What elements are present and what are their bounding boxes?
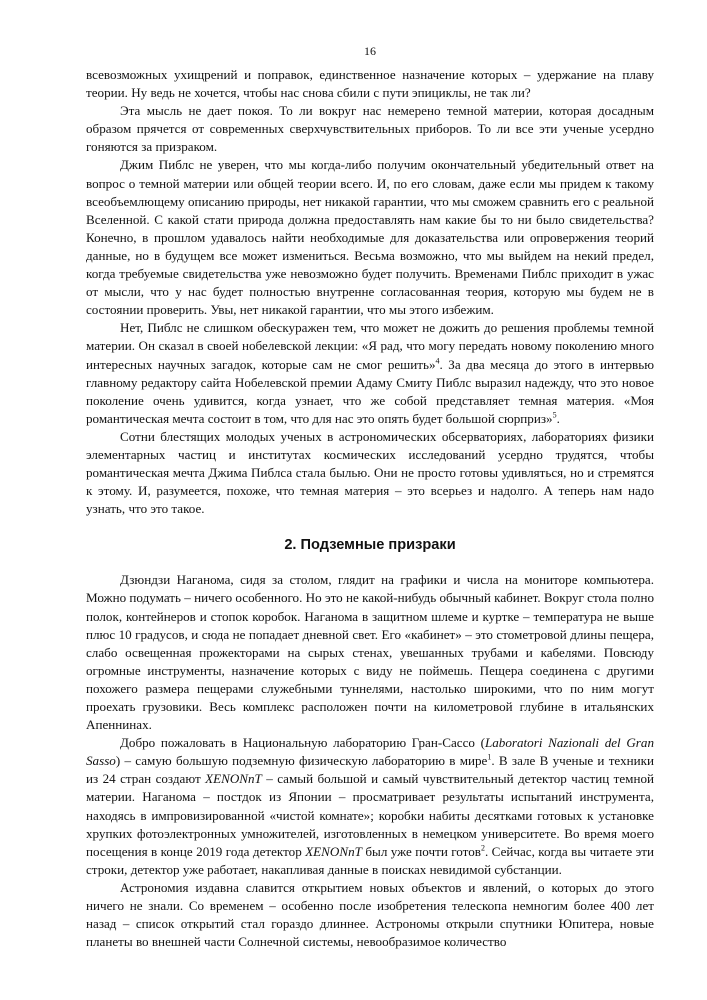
text-segment: был уже почти готов xyxy=(361,843,481,859)
footnote-marker: 5 xyxy=(552,410,557,420)
paragraph-peebles-nobel xyxy=(86,319,654,428)
paragraph-peebles-doubt: Джим Пиблс не уверен, что мы когда-либо получим окончательный убедительный ответ на вопрос о темной материи или общей теории всего. И, по его словам, даже если мы придем к такому всеобъемлющему описанию природы, нет никакой гарантии, что мы сможем сравнить его с реальной Вселенной. С какой стати природа должна предоставлять нам какие бы то ни было свидетельства? Конечно, в прошлом удавалось найти необходимые для доказательства или опровержения теорий данные, но в будущем все может измениться. Весьма возможно, что мы выйдем на некий предел, когда требуемые свидетельства уже невозможно будет получить. Временами Пиблс приходит в ужас от мысли, что у нас будет полностью внутренне согласованная теория, которую мы будем не в состоянии проверить. Увы, нет никакой гарантии, что мы этого избежим. xyxy=(86,157,654,318)
page-number: 16 xyxy=(364,44,376,58)
section-heading: 2. Подземные призраки xyxy=(284,537,456,554)
lab-name-italic: Laboratori Nazionali del Gran Sasso xyxy=(86,735,654,769)
detector-name-italic: XENONnT xyxy=(205,771,262,787)
paragraph-naganoma: Дзюндзи Наганома, сидя за столом, глядит на графики и числа на мониторе компьютера. Можно подумать – ничего особенного. Но это не какой-нибудь обычный кабинет. Вокруг стола полно полок, контейнеров и стопок коробок. Наганома в защитном шлеме и куртке – температура не выше плюс 10 градусов, и сюда не попадает дневной свет. Его «кабинет» – это стометровой длины пещера, слабо освещенная прожекторами на сырых стенах, увешанных трубами и кабелями. Повсюду огромные инструменты, назначение которых с виду не поймешь. Пещера соединена с другими похожего размера пещерами служебными туннелями, настолько широкими, что по ним могут проехать грузовики. Весь комплекс расположен почти на километровой глубине в итальянских Апеннинах. xyxy=(86,572,654,733)
text-segment: – самый большой и самый чувствительный детектор частиц темной материи. Наганома – постдок из Японии – просматривает результаты испытаний инструмента, находясь в импровизированной «чистой комнате»; коробки набиты десятками готовых к установке хрупких фотоэлектронных умножителей, изготовленных в немецком университете. Во время моего посещения в конце 2019 года детектор xyxy=(86,771,655,859)
paragraph-continuation: всевозможных ухищрений и поправок, единственное назначение которых – удержание на плаву теории. Ну ведь не хочется, чтобы нас снова сбили с пути эпициклы, не так ли? xyxy=(86,67,654,101)
paragraph-gran-sasso xyxy=(86,734,654,879)
text-segment: . xyxy=(556,410,560,426)
text-segment: ) – самую большую подземную физическую лабораторию в мире xyxy=(115,753,488,769)
text-segment: Добро пожаловать в Национальную лабораторию Гран-Сассо ( xyxy=(120,735,485,751)
detector-name-italic: XENONnT xyxy=(305,843,362,859)
paragraph-astronomy: Астрономия издавна славится открытием новых объектов и явлений, о которых до этого ничего не знали. Со временем – особенно после изобретения телескопа немногим более 400 лет назад – список открытий стал гораздо длиннее. Астрономы открыли спутники Юпитера, новые планеты во внешней части Солнечной системы, невообразимое количество xyxy=(86,879,654,950)
footnote-marker: 2 xyxy=(480,843,485,853)
text-segment: . В зале B ученые и техники из 24 стран создают xyxy=(86,753,654,787)
text-segment: . Сейчас, когда вы читаете эти строки, детектор уже работает, накапливая данные в поисках невидимой субстанции. xyxy=(86,843,655,877)
paragraph-thought: Эта мысль не дает покоя. То ли вокруг нас немерено темной материи, которая досадным образом прячется от современных сверхчувствительных приборов. То ли все эти ученые усердно гоняются за призраком. xyxy=(86,103,654,155)
footnote-marker: 1 xyxy=(487,752,492,762)
text-segment: . За два месяца до этого в интервью главному редактору сайта Нобелевской премии Адаму Смиту Пиблс выразил надежду, что это новое поколение очень удивится, когда узнает, что же собой представляет темная материя. «Моя романтическая мечта состоит в том, что для нас это опять будет большой сюрприз» xyxy=(86,356,654,426)
paragraph-young-scientists: Сотни блестящих молодых ученых в астрономических обсерваториях, лабораториях физики элементарных частиц и институтах космических исследований усердно трудятся, чтобы романтическая мечта Джима Пиблса стала былью. Они не просто готовы удивляться, но и стремятся к этому. И, разумеется, похоже, что темная материя – это всерьез и надолго. А теперь нам надо узнать, что это такое. xyxy=(86,428,654,517)
footnote-marker: 4 xyxy=(435,356,440,366)
text-segment: Нет, Пиблс не слишком обескуражен тем, что может не дожить до решения проблемы темной материи. Он сказал в своей нобелевской лекции: «Я рад, что могу передать новому поколению много интересных научных загадок, которые сам не смог решить» xyxy=(86,320,654,372)
